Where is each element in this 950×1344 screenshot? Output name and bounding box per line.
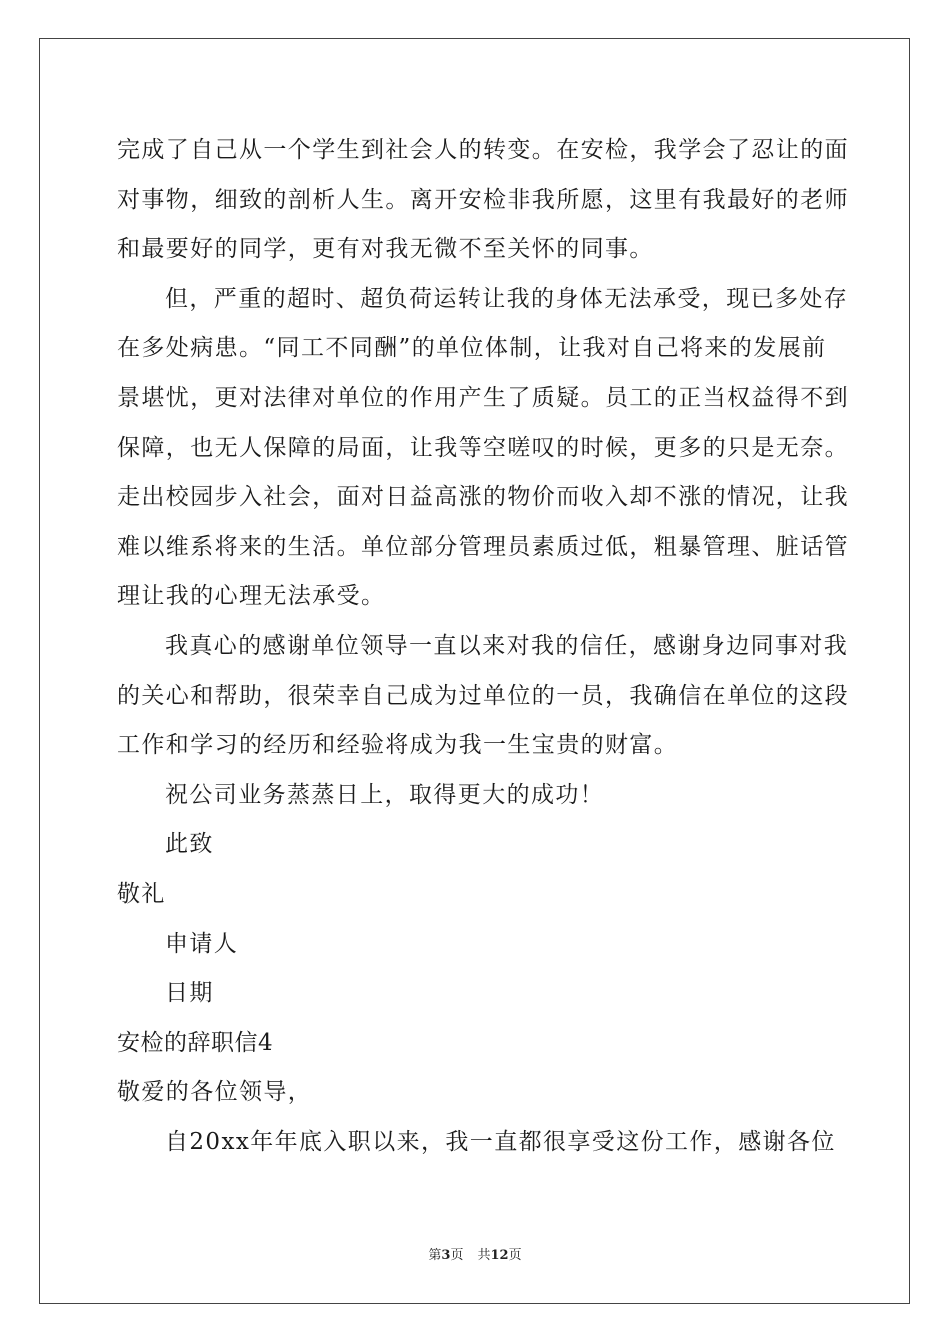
text-line: 和最要好的同学，更有对我无微不至关怀的同事。: [117, 236, 654, 263]
text-line: 自20xx年年底入职以来，我一直都很享受这份工作，感谢各位: [165, 1128, 836, 1155]
total-pages: 12: [490, 1248, 509, 1263]
page-suffix: 页: [450, 1248, 464, 1263]
text-line: 保障，也无人保障的局面，让我等空嗟叹的时候，更多的只是无奈。: [117, 434, 849, 461]
text-line: 工作和学习的经历和经验将成为我一生宝贵的财富。: [117, 732, 679, 759]
date-label: 日期: [165, 980, 214, 1007]
letter-greeting: 敬爱的各位领导，: [117, 1079, 313, 1106]
total-prefix: 共: [477, 1248, 491, 1263]
salutation-jingli: 敬礼: [117, 880, 166, 907]
text-line: 完成了自己从一个学生到社会人的转变。在安检，我学会了忍让的面: [117, 137, 849, 163]
closing-wish: 祝公司业务蒸蒸日上，取得更大的成功！: [165, 781, 605, 808]
text-line: 在多处病患。“同工不同酬”的单位体制，让我对自己将来的发展前: [117, 335, 827, 362]
total-suffix: 页: [508, 1248, 522, 1263]
applicant-label: 申请人: [165, 930, 239, 957]
page-number: 3: [441, 1248, 451, 1263]
text-line: 难以维系将来的生活。单位部分管理员素质过低，粗暴管理、脏话管: [117, 533, 849, 560]
section-title: 安检的辞职信4: [117, 1029, 274, 1056]
page-footer: [0, 1247, 950, 1265]
salutation-cizhi: 此致: [165, 831, 214, 858]
text-line: 理让我的心理无法承受。: [117, 583, 386, 610]
text-line: 我真心的感谢单位领导一直以来对我的信任，感谢身边同事对我: [165, 632, 849, 659]
page-prefix: 第: [428, 1248, 442, 1263]
text-line: 对事物，细致的剖析人生。离开安检非我所愿，这里有我最好的老师: [117, 186, 849, 213]
document-body: [117, 126, 849, 1167]
text-line: 景堪忧，更对法律对单位的作用产生了质疑。员工的正当权益得不到: [117, 384, 849, 411]
text-line: 走出校园步入社会，面对日益高涨的物价而收入却不涨的情况，让我: [117, 484, 849, 511]
text-line: 的关心和帮助，很荣幸自己成为过单位的一员，我确信在单位的这段: [117, 682, 849, 709]
text-line: 但，严重的超时、超负荷运转让我的身体无法承受，现已多处存: [165, 285, 849, 312]
